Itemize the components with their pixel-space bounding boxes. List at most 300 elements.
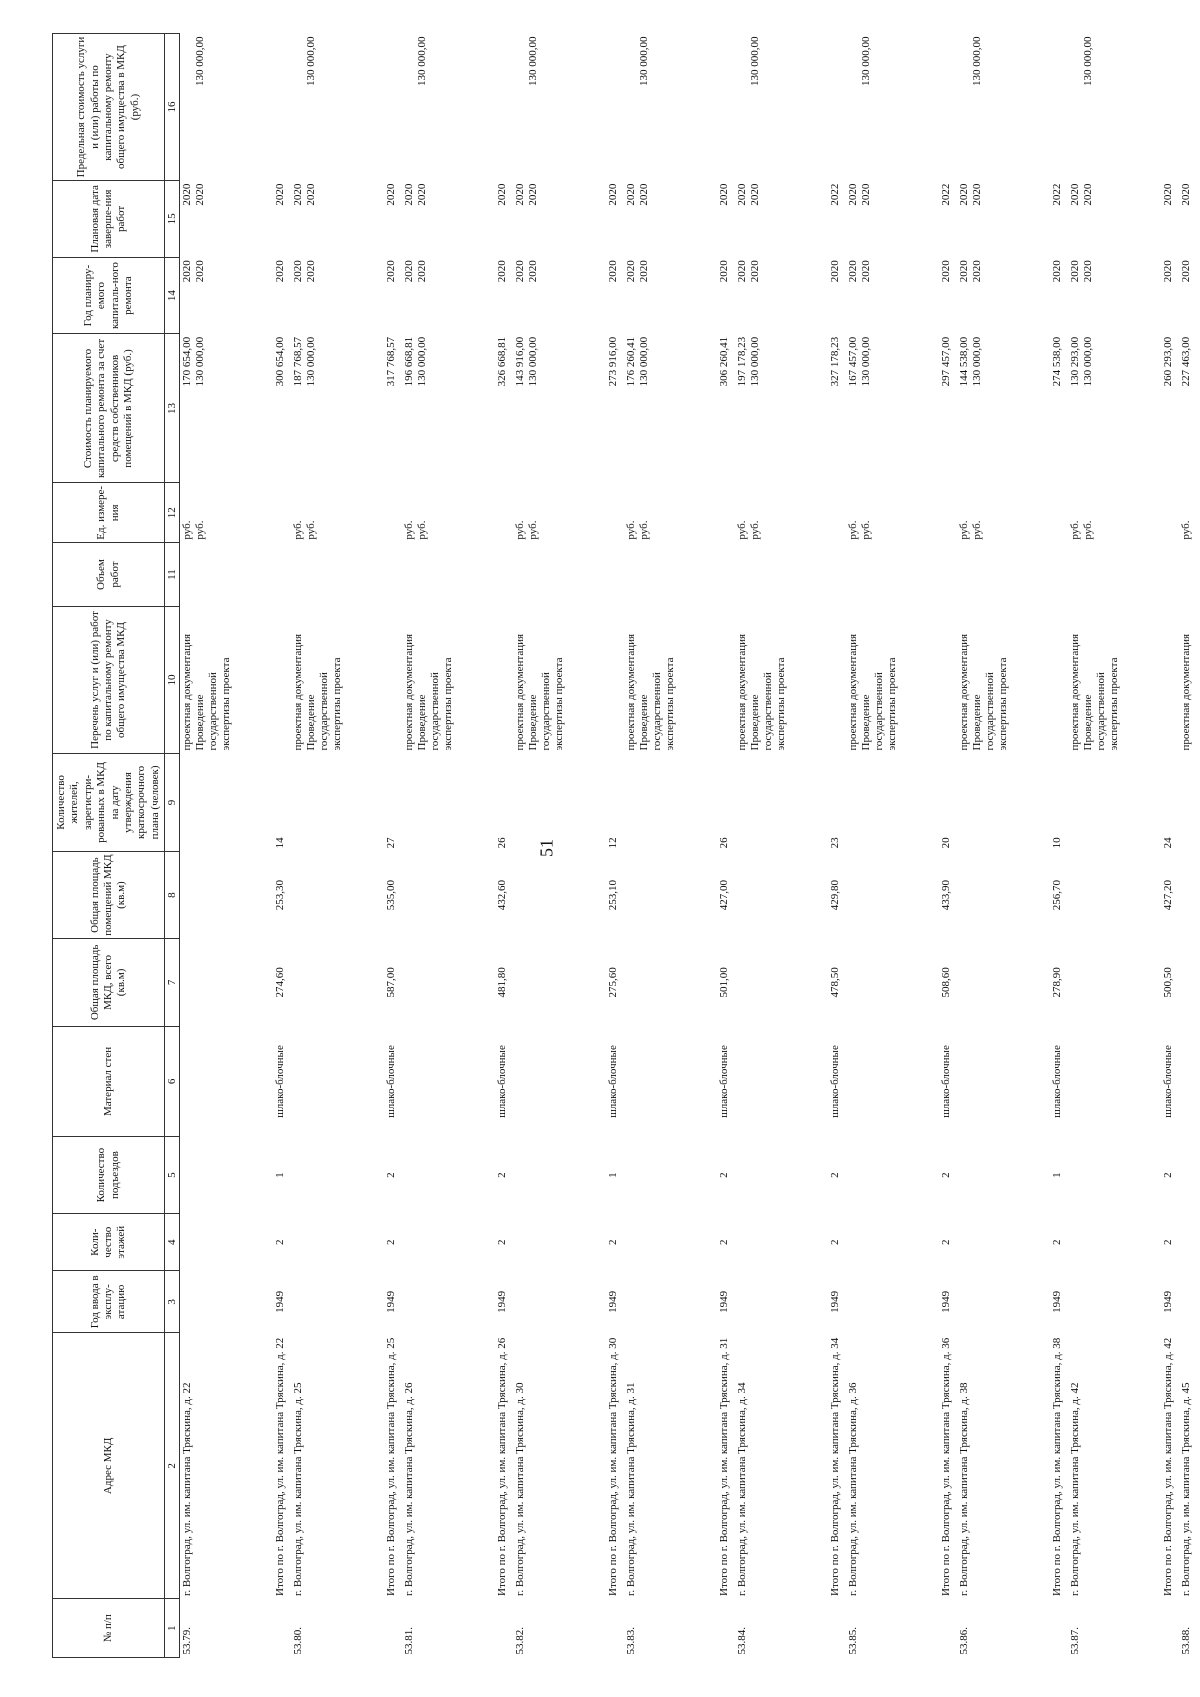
total-cost: 306 260,41 <box>717 336 730 387</box>
end-date: 2020 <box>638 183 651 206</box>
col-header: Ед. измере-ния <box>53 483 165 543</box>
work-item: государственной <box>318 672 331 751</box>
entrances: 2 <box>1161 1172 1174 1178</box>
address: г. Волгоград, ул. им. капитана Тряскина, д. 25 <box>292 1382 305 1596</box>
unit: руб. <box>416 520 429 540</box>
column-number: 14 <box>165 257 180 334</box>
empty-cell <box>456 1599 513 1658</box>
floors: 2 <box>495 1239 508 1245</box>
wall-material: шлако-блочные <box>1161 1045 1174 1118</box>
total-row <box>678 34 735 1658</box>
total-year: 2020 <box>1161 260 1174 283</box>
empty-cell <box>1122 607 1179 754</box>
empty-cell <box>291 753 345 851</box>
col-header: Общая площадь помещений МКД (кв.м) <box>53 851 165 938</box>
unit: руб. <box>749 520 762 540</box>
repair-year: 2020 <box>194 260 207 283</box>
row-number: 53.83. <box>625 1627 638 1655</box>
column-number: 4 <box>165 1213 180 1271</box>
empty-cell <box>678 34 735 181</box>
total-label: Итого по г. Волгоград, ул. им. капитана Тряскина, д. 42 <box>1161 1337 1174 1596</box>
cost: 170 654,00 <box>181 336 194 387</box>
column-number: 3 <box>165 1271 180 1333</box>
area-rooms: 253,10 <box>606 879 619 911</box>
col-header: Материал стен <box>53 1026 165 1137</box>
empty-cell <box>846 1213 900 1271</box>
empty-cell <box>345 34 402 181</box>
empty-cell <box>234 1599 291 1658</box>
empty-cell <box>567 543 624 607</box>
unit-cell <box>402 483 456 543</box>
empty-cell <box>567 34 624 181</box>
empty-cell <box>735 851 789 938</box>
empty-cell <box>345 607 402 754</box>
empty-cell <box>513 753 567 851</box>
wall-material: шлако-блочные <box>606 1045 619 1118</box>
work-item: государственной <box>207 672 220 751</box>
total-cost: 260 293,00 <box>1161 336 1174 387</box>
work-item: Проведение <box>416 694 429 751</box>
floors: 2 <box>1161 1239 1174 1245</box>
total-row <box>345 34 402 1658</box>
total-year: 2020 <box>606 260 619 283</box>
empty-cell <box>900 34 957 181</box>
table-row <box>624 34 678 1658</box>
empty-cell <box>789 483 846 543</box>
empty-cell <box>789 543 846 607</box>
header-row <box>53 34 165 1658</box>
entrances: 2 <box>384 1172 397 1178</box>
year-built: 1949 <box>939 1290 952 1313</box>
unit-cell <box>180 483 235 543</box>
unit: руб. <box>958 520 971 540</box>
empty-cell <box>957 1271 1011 1333</box>
unit: руб. <box>527 520 540 540</box>
limit-price-blank <box>736 37 749 178</box>
empty-cell <box>567 607 624 754</box>
end-date: 2020 <box>292 183 305 206</box>
work-list <box>735 607 789 754</box>
end-date-cell <box>957 181 1011 258</box>
repair-year-cell <box>735 257 789 334</box>
empty-cell <box>957 753 1011 851</box>
empty-cell <box>957 939 1011 1026</box>
residents: 27 <box>384 837 397 849</box>
empty-cell <box>957 543 1011 607</box>
area-rooms: 427,20 <box>1161 879 1174 911</box>
entrances: 1 <box>606 1172 619 1178</box>
empty-cell <box>234 483 291 543</box>
empty-cell <box>1122 1599 1179 1658</box>
empty-cell <box>567 483 624 543</box>
empty-cell <box>1179 1213 1194 1271</box>
entrances: 2 <box>828 1172 841 1178</box>
unit: руб. <box>1082 520 1095 540</box>
cost: 130 000,00 <box>638 336 651 387</box>
work-item: государственной <box>762 672 775 751</box>
cost: 130 000,00 <box>527 336 540 387</box>
total-end-date: 2020 <box>384 183 397 206</box>
total-label: Итого по г. Волгоград, ул. им. капитана Тряскина, д. 22 <box>273 1337 286 1596</box>
limit-price-cell <box>180 34 235 181</box>
empty-cell <box>900 543 957 607</box>
empty-cell <box>180 1271 235 1333</box>
empty-cell <box>735 1271 789 1333</box>
col-header: Количество подъездов <box>53 1137 165 1214</box>
empty-cell <box>345 483 402 543</box>
empty-cell <box>957 851 1011 938</box>
area-total: 278,90 <box>1050 967 1063 998</box>
entrances: 2 <box>939 1172 952 1178</box>
row-number: 53.79. <box>181 1627 194 1655</box>
total-year: 2020 <box>828 260 841 283</box>
table-row <box>180 34 235 1658</box>
total-end-date: 2022 <box>1050 183 1063 206</box>
limit-price-cell <box>624 34 678 181</box>
limit-price-cell <box>846 34 900 181</box>
unit-cell <box>957 483 1011 543</box>
col-header: Адрес МКД <box>53 1333 165 1599</box>
end-date: 2020 <box>958 183 971 206</box>
limit-price-cell <box>735 34 789 181</box>
empty-cell <box>735 1213 789 1271</box>
unit: руб. <box>514 520 527 540</box>
cost-cell <box>291 334 345 483</box>
work-item: экспертизы проекта <box>775 657 788 751</box>
empty-cell <box>234 543 291 607</box>
empty-cell <box>291 1137 345 1214</box>
work-item: экспертизы проекта <box>220 657 233 751</box>
empty-cell <box>789 34 846 181</box>
work-item: проектная документация <box>958 633 971 751</box>
total-label: Итого по г. Волгоград, ул. им. капитана Тряскина, д. 31 <box>717 1337 730 1596</box>
total-end-date: 2020 <box>717 183 730 206</box>
work-list <box>402 607 456 754</box>
cost: 197 178,23 <box>736 336 749 387</box>
end-date: 2020 <box>514 183 527 206</box>
cost-cell <box>957 334 1011 483</box>
col-header: № п/п <box>53 1599 165 1658</box>
year-built: 1949 <box>828 1290 841 1313</box>
repair-year: 2020 <box>860 260 873 283</box>
end-date: 2020 <box>860 183 873 206</box>
repair-year: 2020 <box>847 260 860 283</box>
repair-year: 2020 <box>403 260 416 283</box>
repair-year: 2020 <box>416 260 429 283</box>
work-item: экспертизы проекта <box>553 657 566 751</box>
total-cost: 274 538,00 <box>1050 336 1063 387</box>
total-cost: 327 178,23 <box>828 336 841 387</box>
empty-cell <box>1068 851 1122 938</box>
empty-cell <box>402 1026 456 1137</box>
work-item: экспертизы проекта <box>664 657 677 751</box>
empty-cell <box>1011 543 1068 607</box>
empty-cell <box>291 1026 345 1137</box>
empty-cell <box>678 483 735 543</box>
column-number: 15 <box>165 181 180 258</box>
limit-price-cell <box>1068 34 1122 181</box>
empty-cell <box>957 1213 1011 1271</box>
area-rooms: 432,60 <box>495 879 508 911</box>
work-list <box>291 607 345 754</box>
work-list <box>957 607 1011 754</box>
limit-price: 130 000,00 <box>305 36 318 86</box>
work-item: государственной <box>1095 672 1108 751</box>
empty-cell <box>180 543 235 607</box>
total-row <box>1011 34 1068 1658</box>
work-list <box>846 607 900 754</box>
column-number: 11 <box>165 543 180 607</box>
floors: 2 <box>717 1239 730 1245</box>
cost-cell <box>402 334 456 483</box>
address: г. Волгоград, ул. им. капитана Тряскина, д. 38 <box>958 1382 971 1596</box>
end-date: 2020 <box>749 183 762 206</box>
floors: 2 <box>606 1239 619 1245</box>
work-item: экспертизы проекта <box>442 657 455 751</box>
limit-price-blank <box>181 37 194 178</box>
work-item: проектная документация <box>1069 633 1082 751</box>
wall-material: шлако-блочные <box>939 1045 952 1118</box>
cost-cell <box>180 334 235 483</box>
column-number: 7 <box>165 939 180 1026</box>
limit-price-blank <box>514 37 527 178</box>
row-number: 53.87. <box>1069 1627 1082 1655</box>
empty-cell <box>513 1213 567 1271</box>
cost: 130 000,00 <box>1082 336 1095 387</box>
cost: 167 457,00 <box>847 336 860 387</box>
empty-cell <box>735 1026 789 1137</box>
work-item: проектная документация <box>1180 633 1193 751</box>
limit-price: 130 000,00 <box>416 36 429 86</box>
entrances: 2 <box>717 1172 730 1178</box>
empty-cell <box>1011 1599 1068 1658</box>
entrances: 1 <box>1050 1172 1063 1178</box>
empty-cell <box>735 543 789 607</box>
limit-price: 130 000,00 <box>971 36 984 86</box>
empty-cell <box>1179 1137 1194 1214</box>
work-item: Проведение <box>638 694 651 751</box>
year-built: 1949 <box>384 1290 397 1313</box>
empty-cell <box>846 543 900 607</box>
work-item: государственной <box>540 672 553 751</box>
unit: руб. <box>403 520 416 540</box>
end-date: 2020 <box>625 183 638 206</box>
unit-cell <box>291 483 345 543</box>
cost-cell <box>1068 334 1122 483</box>
repair-year-cell <box>957 257 1011 334</box>
empty-cell <box>1011 483 1068 543</box>
repair-year: 2020 <box>292 260 305 283</box>
work-item: Проведение <box>527 694 540 751</box>
cost: 196 668,81 <box>403 336 416 387</box>
area-rooms: 427,00 <box>717 879 730 911</box>
empty-cell <box>402 939 456 1026</box>
empty-cell <box>180 1213 235 1271</box>
empty-cell <box>234 34 291 181</box>
repair-year: 2020 <box>625 260 638 283</box>
address: г. Волгоград, ул. им. капитана Тряскина, д. 26 <box>403 1382 416 1596</box>
work-item: проектная документация <box>403 633 416 751</box>
empty-cell <box>1068 939 1122 1026</box>
empty-cell <box>1068 1213 1122 1271</box>
column-number: 6 <box>165 1026 180 1137</box>
empty-cell <box>402 543 456 607</box>
repair-year: 2020 <box>514 260 527 283</box>
column-number: 10 <box>165 607 180 754</box>
empty-cell <box>456 34 513 181</box>
area-rooms: 535,00 <box>384 879 397 911</box>
empty-cell <box>456 543 513 607</box>
limit-price-blank <box>403 37 416 178</box>
total-row <box>789 34 846 1658</box>
table-row <box>957 34 1011 1658</box>
col-header: Год ввода в эксплу-атацию <box>53 1271 165 1333</box>
column-number: 12 <box>165 483 180 543</box>
empty-cell <box>900 483 957 543</box>
limit-price: 130 000,00 <box>1082 36 1095 86</box>
work-item: проектная документация <box>736 633 749 751</box>
repair-year: 2020 <box>638 260 651 283</box>
total-row <box>900 34 957 1658</box>
empty-cell <box>402 851 456 938</box>
limit-price-cell <box>957 34 1011 181</box>
empty-cell <box>624 1213 678 1271</box>
end-date: 2020 <box>847 183 860 206</box>
repair-year: 2020 <box>1082 260 1095 283</box>
work-list <box>513 607 567 754</box>
work-item: Проведение <box>971 694 984 751</box>
unit: руб. <box>194 520 207 540</box>
repair-year: 2020 <box>1069 260 1082 283</box>
area-total: 587,00 <box>384 967 397 998</box>
empty-cell <box>180 1137 235 1214</box>
empty-cell <box>624 851 678 938</box>
cost: 130 293,00 <box>1069 336 1082 387</box>
total-cost: 317 768,57 <box>384 336 397 387</box>
unit-cell <box>1068 483 1122 543</box>
empty-cell <box>846 753 900 851</box>
repair-year-cell <box>513 257 567 334</box>
total-year: 2020 <box>939 260 952 283</box>
wall-material: шлако-блочные <box>717 1045 730 1118</box>
rotated-table-container <box>52 33 1192 1658</box>
row-number: 53.80. <box>292 1627 305 1655</box>
cost-cell <box>735 334 789 483</box>
empty-cell <box>180 939 235 1026</box>
col-header: Общая площадь МКД, всего (кв.м) <box>53 939 165 1026</box>
end-date-cell <box>846 181 900 258</box>
col-header: Объем работ <box>53 543 165 607</box>
empty-cell <box>1068 1026 1122 1137</box>
residents: 20 <box>939 837 952 849</box>
end-date: 2020 <box>194 183 207 206</box>
empty-cell <box>624 753 678 851</box>
column-number: 1 <box>165 1599 180 1658</box>
work-item: Проведение <box>305 694 318 751</box>
residents: 10 <box>1050 837 1063 849</box>
limit-price-cell <box>402 34 456 181</box>
empty-cell <box>291 1213 345 1271</box>
wall-material: шлако-блочные <box>273 1045 286 1118</box>
total-row <box>1122 34 1179 1658</box>
total-row <box>234 34 291 1658</box>
empty-cell <box>846 1026 900 1137</box>
limit-price: 130 000,00 <box>860 36 873 86</box>
column-number: 9 <box>165 753 180 851</box>
total-cost: 297 457,00 <box>939 336 952 387</box>
repair-year-cell <box>846 257 900 334</box>
floors: 2 <box>273 1239 286 1245</box>
empty-cell <box>567 1599 624 1658</box>
row-number: 53.84. <box>736 1627 749 1655</box>
work-item: экспертизы проекта <box>997 657 1010 751</box>
address: г. Волгоград, ул. им. капитана Тряскина, д. 45 <box>1180 1382 1193 1596</box>
work-item: государственной <box>873 672 886 751</box>
unit: руб. <box>292 520 305 540</box>
work-item: проектная документация <box>847 633 860 751</box>
col-header: Коли-чество этажей <box>53 1213 165 1271</box>
address: г. Волгоград, ул. им. капитана Тряскина, д. 30 <box>514 1382 527 1596</box>
address: г. Волгоград, ул. им. капитана Тряскина, д. 31 <box>625 1382 638 1596</box>
area-rooms: 253,30 <box>273 879 286 911</box>
cost: 130 000,00 <box>860 336 873 387</box>
work-item: Проведение <box>1082 694 1095 751</box>
end-date-cell <box>513 181 567 258</box>
row-number: 53.86. <box>958 1627 971 1655</box>
address: г. Волгоград, ул. им. капитана Тряскина, д. 36 <box>847 1382 860 1596</box>
area-rooms: 429,80 <box>828 879 841 911</box>
address: г. Волгоград, ул. им. капитана Тряскина, д. 34 <box>736 1382 749 1596</box>
empty-cell <box>1179 939 1194 1026</box>
end-date-cell <box>402 181 456 258</box>
unit-cell <box>624 483 678 543</box>
repair-year-cell <box>1068 257 1122 334</box>
empty-cell <box>789 607 846 754</box>
total-year: 2020 <box>1050 260 1063 283</box>
end-date: 2020 <box>736 183 749 206</box>
empty-cell <box>957 1137 1011 1214</box>
wall-material: шлако-блочные <box>495 1045 508 1118</box>
empty-cell <box>180 851 235 938</box>
empty-cell <box>1179 851 1194 938</box>
work-item: государственной <box>429 672 442 751</box>
empty-cell <box>678 1599 735 1658</box>
limit-price: 130 000,00 <box>638 36 651 86</box>
limit-price-blank <box>292 37 305 178</box>
table-row <box>291 34 345 1658</box>
repair-year: 2020 <box>749 260 762 283</box>
total-end-date: 2020 <box>606 183 619 206</box>
column-number: 2 <box>165 1333 180 1599</box>
cost: 144 538,00 <box>958 336 971 387</box>
empty-cell <box>678 607 735 754</box>
unit-cell <box>735 483 789 543</box>
empty-cell <box>513 543 567 607</box>
empty-cell <box>1068 1137 1122 1214</box>
residents: 14 <box>273 837 286 849</box>
total-cost: 273 916,00 <box>606 336 619 387</box>
work-item: Проведение <box>860 694 873 751</box>
work-item: экспертизы проекта <box>331 657 344 751</box>
empty-cell <box>624 1026 678 1137</box>
work-item: проектная документация <box>514 633 527 751</box>
work-item: государственной <box>984 672 997 751</box>
empty-cell <box>624 1271 678 1333</box>
floors: 2 <box>1050 1239 1063 1245</box>
wall-material: шлако-блочные <box>384 1045 397 1118</box>
work-list <box>180 607 235 754</box>
empty-cell <box>846 1137 900 1214</box>
